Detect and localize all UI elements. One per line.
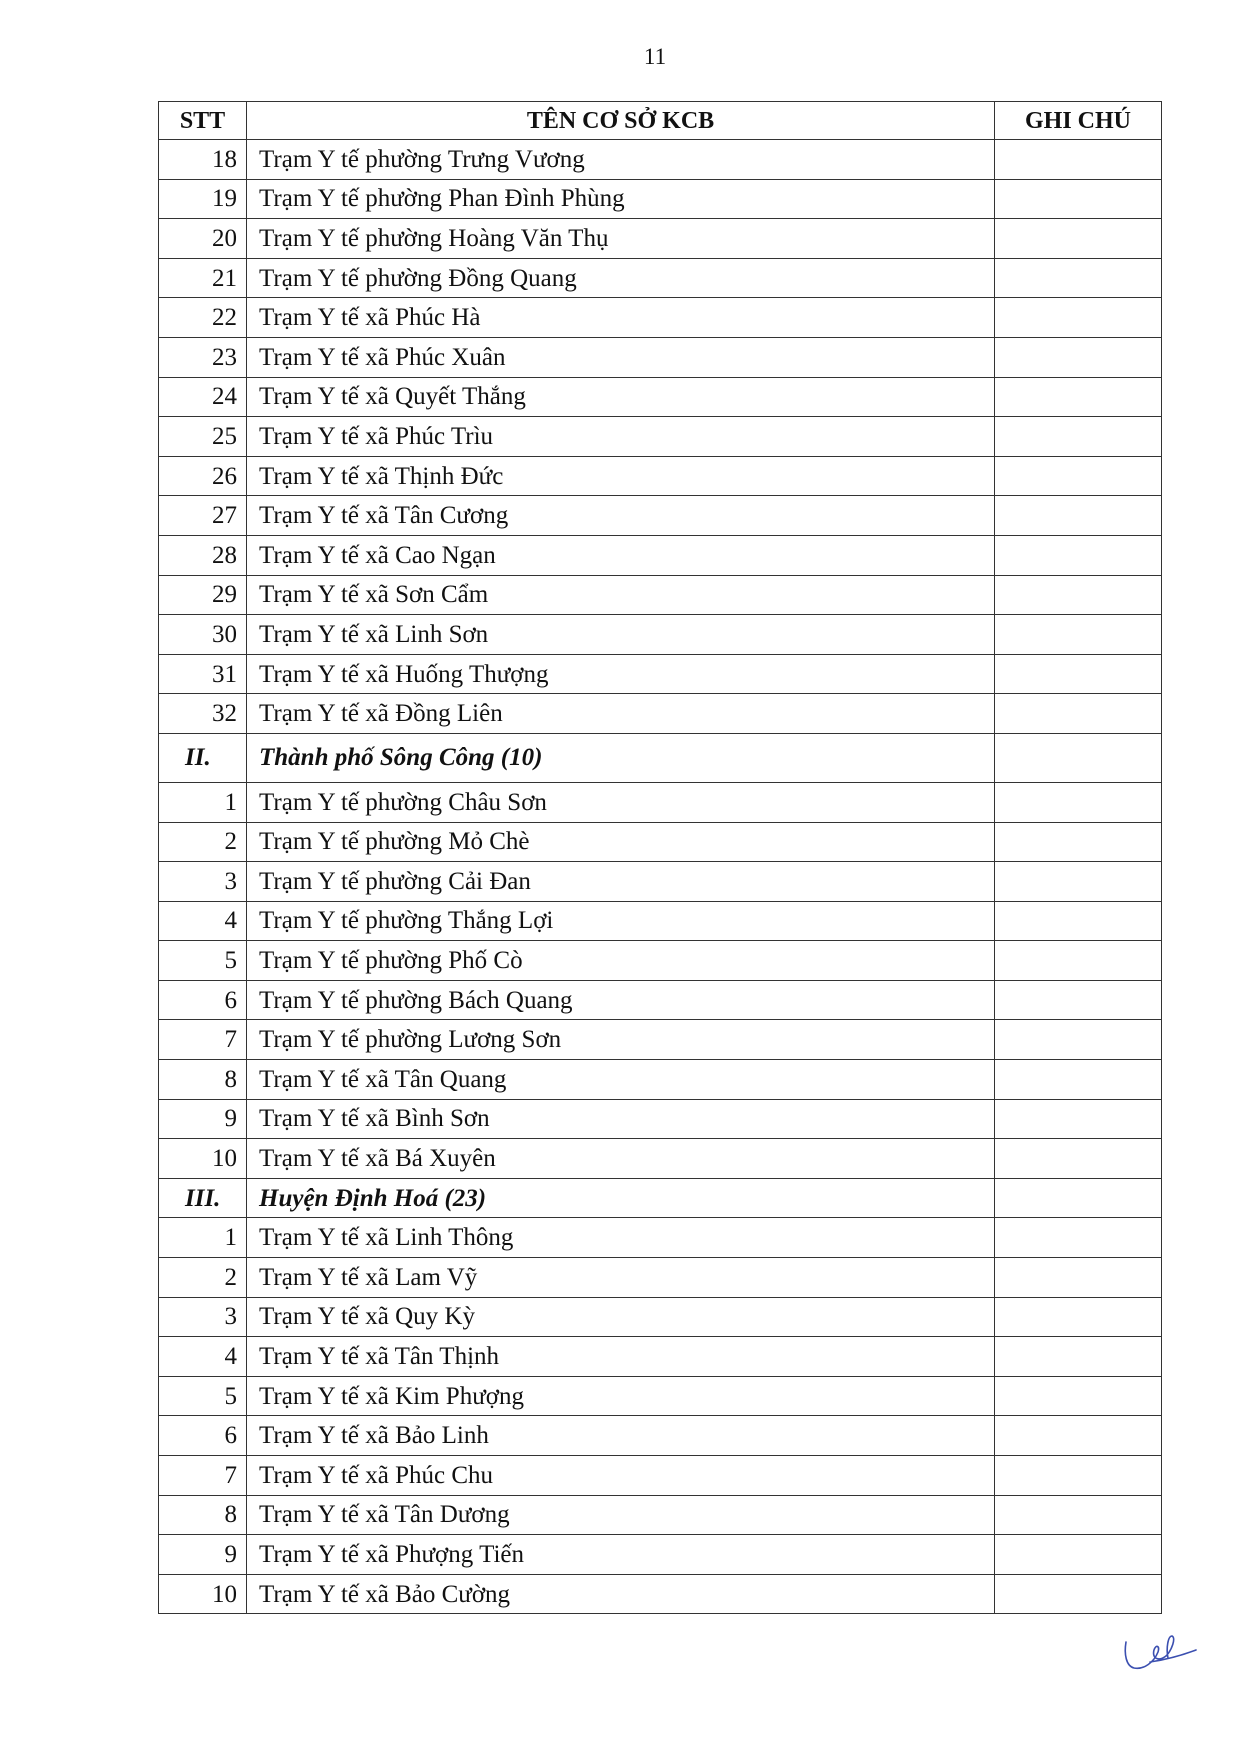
- signature-mark: [1120, 1628, 1200, 1678]
- facility-name: Trạm Y tế xã Linh Thông: [247, 1218, 995, 1258]
- row-number: 19: [159, 179, 247, 219]
- table-row: [159, 1060, 1162, 1100]
- note-cell: [995, 140, 1162, 180]
- note-cell: [995, 1456, 1162, 1496]
- table-row: [159, 1495, 1162, 1535]
- facility-name: Trạm Y tế xã Bảo Linh: [247, 1416, 995, 1456]
- table-row: [159, 1139, 1162, 1179]
- facility-name: Trạm Y tế xã Kim Phượng: [247, 1376, 995, 1416]
- note-cell: [995, 694, 1162, 734]
- facility-name: Trạm Y tế xã Quy Kỳ: [247, 1297, 995, 1337]
- note-cell: [995, 862, 1162, 902]
- note-cell: [995, 1376, 1162, 1416]
- note-cell: [995, 258, 1162, 298]
- note-cell: [995, 1535, 1162, 1575]
- note-cell: [995, 1337, 1162, 1377]
- section-row: [159, 733, 1162, 782]
- row-number: 22: [159, 298, 247, 338]
- row-number: 7: [159, 1456, 247, 1496]
- table-row: [159, 941, 1162, 981]
- table-row: [159, 337, 1162, 377]
- facility-name: Trạm Y tế xã Lam Vỹ: [247, 1258, 995, 1298]
- row-number: 2: [159, 822, 247, 862]
- row-number: 31: [159, 654, 247, 694]
- note-cell: [995, 980, 1162, 1020]
- table-row: [159, 456, 1162, 496]
- note-cell: [995, 298, 1162, 338]
- facility-name: Trạm Y tế xã Tân Dương: [247, 1495, 995, 1535]
- table-row: [159, 1020, 1162, 1060]
- table-row: [159, 1258, 1162, 1298]
- row-number: 3: [159, 1297, 247, 1337]
- row-number: 9: [159, 1535, 247, 1575]
- facility-name: Trạm Y tế phường Hoàng Văn Thụ: [247, 219, 995, 259]
- table-row: [159, 694, 1162, 734]
- facility-name: Trạm Y tế phường Lương Sơn: [247, 1020, 995, 1060]
- table-row: [159, 1337, 1162, 1377]
- row-number: 25: [159, 417, 247, 457]
- section-number: III.: [159, 1178, 247, 1218]
- header-facility-name: TÊN CƠ SỞ KCB: [247, 102, 995, 140]
- table-row: [159, 1416, 1162, 1456]
- row-number: 5: [159, 941, 247, 981]
- table-row: [159, 1376, 1162, 1416]
- note-cell: [995, 654, 1162, 694]
- note-cell: [995, 1099, 1162, 1139]
- row-number: 3: [159, 862, 247, 902]
- row-number: 4: [159, 901, 247, 941]
- facility-name: Trạm Y tế xã Quyết Thắng: [247, 377, 995, 417]
- table-row: [159, 901, 1162, 941]
- row-number: 29: [159, 575, 247, 615]
- table-row: [159, 654, 1162, 694]
- section-row: [159, 1178, 1162, 1218]
- row-number: 21: [159, 258, 247, 298]
- note-cell: [995, 337, 1162, 377]
- note-cell: [995, 1139, 1162, 1179]
- row-number: 2: [159, 1258, 247, 1298]
- table-row: [159, 535, 1162, 575]
- facility-name: Trạm Y tế phường Bách Quang: [247, 980, 995, 1020]
- note-cell: [995, 1495, 1162, 1535]
- note-cell: [995, 1258, 1162, 1298]
- section-title: Thành phố Sông Công (10): [247, 733, 995, 782]
- facility-name: Trạm Y tế xã Phúc Trìu: [247, 417, 995, 457]
- note-cell: [995, 377, 1162, 417]
- table-row: [159, 862, 1162, 902]
- table-row: [159, 219, 1162, 259]
- table-row: [159, 822, 1162, 862]
- row-number: 28: [159, 535, 247, 575]
- row-number: 6: [159, 980, 247, 1020]
- page-number: 11: [643, 44, 667, 69]
- row-number: 20: [159, 219, 247, 259]
- facility-name: Trạm Y tế xã Đồng Liên: [247, 694, 995, 734]
- table-row: [159, 140, 1162, 180]
- facility-name: Trạm Y tế xã Phúc Xuân: [247, 337, 995, 377]
- facility-name: Trạm Y tế xã Bảo Cường: [247, 1574, 995, 1614]
- note-cell: [995, 456, 1162, 496]
- row-number: 27: [159, 496, 247, 536]
- table-row: [159, 179, 1162, 219]
- row-number: 8: [159, 1060, 247, 1100]
- facility-name: Trạm Y tế xã Linh Sơn: [247, 615, 995, 655]
- table-row: [159, 377, 1162, 417]
- table-row: [159, 1535, 1162, 1575]
- table-header-row: [159, 102, 1162, 140]
- facility-name: Trạm Y tế xã Huống Thượng: [247, 654, 995, 694]
- note-cell: [995, 1297, 1162, 1337]
- facility-name: Trạm Y tế xã Tân Quang: [247, 1060, 995, 1100]
- facility-name: Trạm Y tế phường Trưng Vương: [247, 140, 995, 180]
- note-cell: [995, 417, 1162, 457]
- table-body: [159, 140, 1162, 1614]
- note-cell: [995, 179, 1162, 219]
- table-row: [159, 1218, 1162, 1258]
- row-number: 5: [159, 1376, 247, 1416]
- header-stt: STT: [159, 102, 247, 140]
- facility-name: Trạm Y tế xã Tân Thịnh: [247, 1337, 995, 1377]
- facility-name: Trạm Y tế phường Phố Cò: [247, 941, 995, 981]
- note-cell: [995, 782, 1162, 822]
- row-number: 10: [159, 1139, 247, 1179]
- table-row: [159, 417, 1162, 457]
- table-row: [159, 258, 1162, 298]
- row-number: 1: [159, 1218, 247, 1258]
- facility-name: Trạm Y tế phường Đồng Quang: [247, 258, 995, 298]
- note-cell: [995, 1416, 1162, 1456]
- note-cell: [995, 1574, 1162, 1614]
- table-row: [159, 496, 1162, 536]
- note-cell: [995, 615, 1162, 655]
- table-row: [159, 782, 1162, 822]
- facility-name: Trạm Y tế xã Sơn Cẩm: [247, 575, 995, 615]
- note-cell: [995, 1178, 1162, 1218]
- facility-name: Trạm Y tế xã Phượng Tiến: [247, 1535, 995, 1575]
- table-row: [159, 575, 1162, 615]
- row-number: 8: [159, 1495, 247, 1535]
- table-row: [159, 980, 1162, 1020]
- table-row: [159, 1456, 1162, 1496]
- facility-name: Trạm Y tế xã Bình Sơn: [247, 1099, 995, 1139]
- table-row: [159, 298, 1162, 338]
- facility-name: Trạm Y tế xã Cao Ngạn: [247, 535, 995, 575]
- note-cell: [995, 575, 1162, 615]
- row-number: 4: [159, 1337, 247, 1377]
- facility-name: Trạm Y tế phường Châu Sơn: [247, 782, 995, 822]
- facility-name: Trạm Y tế xã Phúc Chu: [247, 1456, 995, 1496]
- facility-name: Trạm Y tế xã Phúc Hà: [247, 298, 995, 338]
- note-cell: [995, 1060, 1162, 1100]
- row-number: 26: [159, 456, 247, 496]
- note-cell: [995, 1020, 1162, 1060]
- facility-name: Trạm Y tế phường Cải Đan: [247, 862, 995, 902]
- table-row: [159, 1574, 1162, 1614]
- facility-name: Trạm Y tế xã Thịnh Đức: [247, 456, 995, 496]
- facility-name: Trạm Y tế phường Phan Đình Phùng: [247, 179, 995, 219]
- row-number: 9: [159, 1099, 247, 1139]
- table-row: [159, 1297, 1162, 1337]
- row-number: 30: [159, 615, 247, 655]
- note-cell: [995, 941, 1162, 981]
- facility-table: [158, 101, 1162, 1614]
- note-cell: [995, 535, 1162, 575]
- row-number: 10: [159, 1574, 247, 1614]
- note-cell: [995, 733, 1162, 782]
- row-number: 18: [159, 140, 247, 180]
- facility-name: Trạm Y tế xã Bá Xuyên: [247, 1139, 995, 1179]
- section-number: II.: [159, 733, 247, 782]
- note-cell: [995, 219, 1162, 259]
- facility-name: Trạm Y tế xã Tân Cương: [247, 496, 995, 536]
- facility-name: Trạm Y tế phường Thắng Lợi: [247, 901, 995, 941]
- table-row: [159, 1099, 1162, 1139]
- row-number: 23: [159, 337, 247, 377]
- note-cell: [995, 822, 1162, 862]
- row-number: 32: [159, 694, 247, 734]
- header-note: GHI CHÚ: [995, 102, 1162, 140]
- note-cell: [995, 496, 1162, 536]
- table-row: [159, 615, 1162, 655]
- note-cell: [995, 1218, 1162, 1258]
- section-title: Huyện Định Hoá (23): [247, 1178, 995, 1218]
- row-number: 7: [159, 1020, 247, 1060]
- row-number: 6: [159, 1416, 247, 1456]
- note-cell: [995, 901, 1162, 941]
- row-number: 24: [159, 377, 247, 417]
- row-number: 1: [159, 782, 247, 822]
- facility-name: Trạm Y tế phường Mỏ Chè: [247, 822, 995, 862]
